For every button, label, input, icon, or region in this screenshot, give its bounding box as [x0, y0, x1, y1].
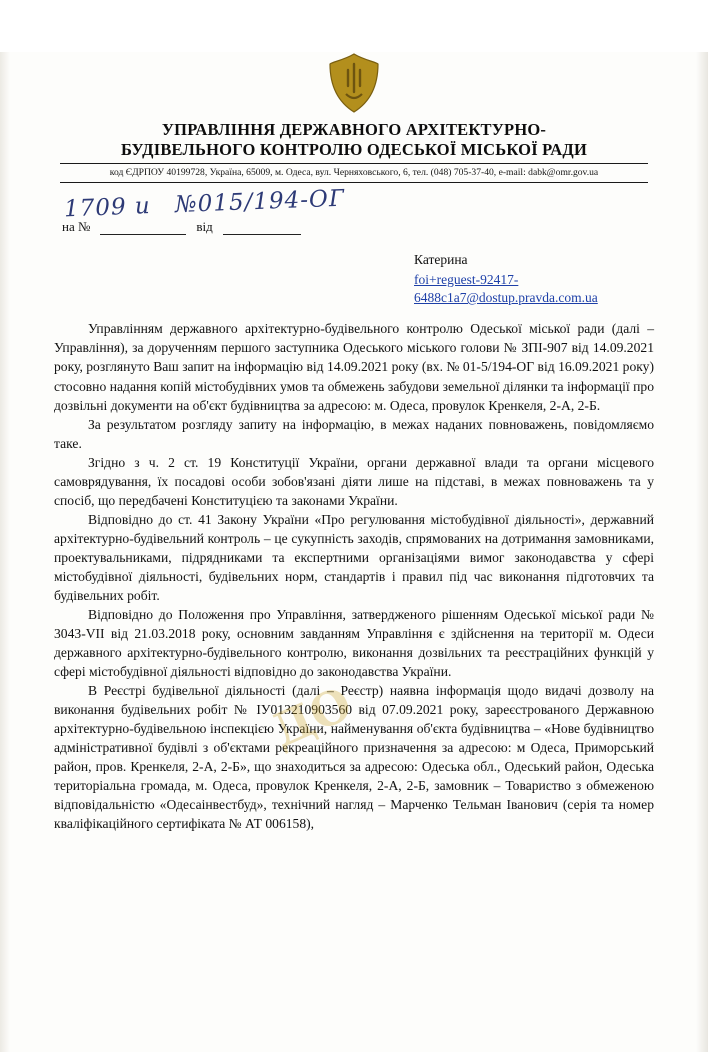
- org-contacts: код ЄДРПОУ 40199728, Україна, 65009, м. Одеса, вул. Черняховського, 6, тел. (048) 705-37-40, e-mail: dabk@omr.gov.ua: [109, 167, 599, 179]
- body-paragraph-3: Згідно з ч. 2 ст. 19 Конституції України, органи державної влади та органи місцевого самоврядування, їх посадові особи зобов'язані діяти лише на підставі, в межах повноважень та у спосіб, що передбачені Конституцією та законами України.: [54, 454, 654, 508]
- coat-of-arms-icon: [324, 52, 384, 114]
- stamp-text: ДО: [263, 675, 360, 759]
- body-paragraph-2: За результатом розгляду запиту на інформацію, в межах наданих повноважень, повідомляємо таке.: [54, 416, 654, 451]
- contacts-divider: [60, 182, 648, 183]
- handwritten-reference: [64, 185, 346, 222]
- body-paragraph-4: Відповідно до ст. 41 Закону України «Про регулювання містобудівної діяльності», державний архітектурно-будівельний контроль – це сукупність заходів, спрямованих на дотримання замовниками, проектувальниками, підрядниками та експертними організаціями вимог законодавства у сфері містобудівної діяльності, будівельних норм, стандартів і правил під час виконання підготовчих та будівельних робіт.: [54, 511, 654, 603]
- body-paragraph-5: Відповідно до Положення про Управління, затвердженого рішенням Одеської міської ради № 3043-VII від 21.03.2018 року, основним завданням Управління є здійснення на території м. Одеси державного архітектурно-будівельного контролю, виконання дозвільних та реєстраційних функцій у сфері містобудівної діяльності відповідно до законодавства України.: [54, 606, 654, 679]
- ref-number-line: [100, 221, 186, 235]
- addressee-name: Катерина: [414, 251, 468, 267]
- reference-block: [54, 185, 654, 245]
- addressee-email-line-2[interactable]: 6488c1a7@dostup.pravda.com.ua: [414, 290, 598, 306]
- handwritten-number: 1709 и: [63, 192, 152, 223]
- org-title-line-2: БУДІВЕЛЬНОГО КОНТРОЛЮ ОДЕСЬКОЇ МІСЬКОЇ РАДИ: [120, 140, 588, 160]
- body-paragraph-1: Управлінням державного архітектурно-будівельного контролю Одеської міської ради (далі – Управління), за дорученням першого заступника Одеського міського голови № ЗПІ-907 від 14.09.2021 року, розглянуто Ваш запит на інформацію від 14.09.2021 року (вх. № 01-5/194-ОГ від 16.09.2021 року) стосовно надання копій містобудівних умов та обмежень забудови земельної ділянки та інформації про дозвільні документи на об'єкт будівництва за адресою: м. Одеса, провулок Кренкеля, 2-А, 2-Б.: [54, 321, 654, 413]
- ref-number-label: на №: [62, 218, 91, 234]
- ref-date-label: від: [196, 218, 213, 234]
- org-title-line-1: УПРАВЛІННЯ ДЕРЖАВНОГО АРХІТЕКТУРНО-: [161, 120, 547, 139]
- document-body: [54, 319, 654, 833]
- addressee-email-line-1[interactable]: foi+reguest-92417-: [414, 271, 519, 287]
- title-divider: [60, 163, 648, 164]
- page-title: [78, 120, 630, 160]
- ref-date-line: [223, 221, 301, 235]
- body-paragraph-6: В Реєстрі будівельної діяльності (далі – Реєстр) наявна інформація щодо видачі дозволу на виконання будівельних робіт № ІУ013210903560 від 07.09.2021 року, зареєстрованого Державною архітектурно-будівельною інспекцією України, найменування об'єкта будівництва – «Нове будівництво адміністративної будівлі з об'єктами рекреаційного призначення за адресою: м Одеса, Приморський район, пров. Кренкеля, 2-А, 2-Б», що знаходиться за адресою: Одеська обл., Одеський район, Одеська територіальна громада, м. Одеса, провулок Кренкеля, 2-А, 2-Б, замовник – Товариство з обмеженою відповідальністю «Одесаінвестбуд», технічний нагляд – Марченко Тельман Іванович (серія та номер кваліфікаційного сертифіката № АТ 006158),: [54, 683, 654, 832]
- addressee-block: [414, 251, 654, 308]
- handwritten-outgoing: №015/194-ОГ: [174, 185, 346, 218]
- document-page: [0, 52, 708, 1052]
